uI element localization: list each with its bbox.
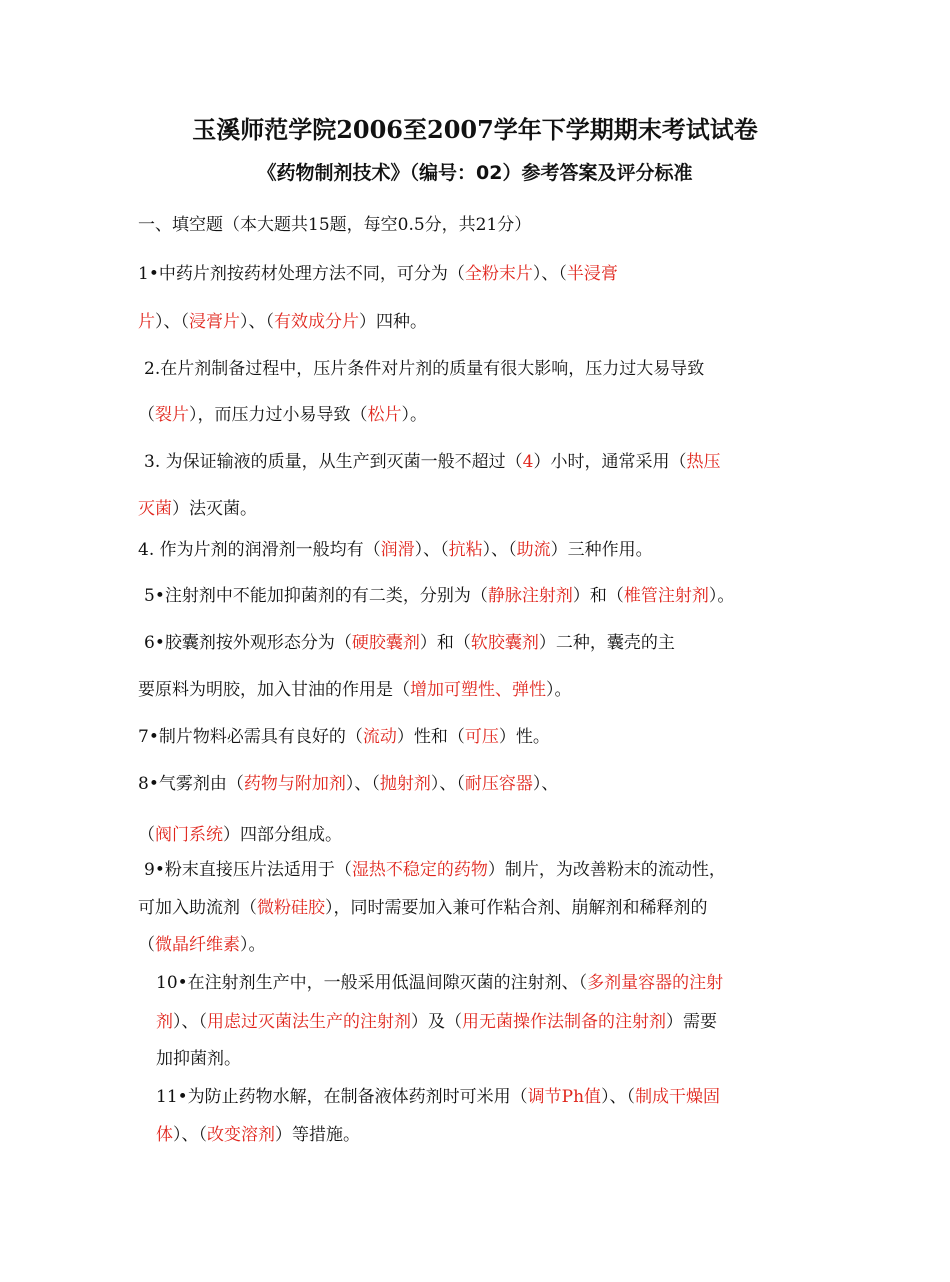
answer-line [144, 631, 675, 655]
question-text: ）。 [546, 680, 572, 700]
answer-text: 体 [156, 1125, 173, 1145]
question-text: 7•制片物料必需具有良好的（ [138, 727, 363, 747]
answer-line [138, 497, 257, 521]
question-text: 10•在注射剂生产中，一般采用低温间隙灭菌的注射剂、（ [156, 973, 588, 993]
answer-text: 软胶囊剂 [470, 633, 539, 653]
answer-text: 微粉硅胶 [257, 898, 325, 918]
question-text: ）等措施。 [275, 1125, 360, 1145]
answer-line [138, 896, 708, 920]
answer-text: 椎管注射剂 [623, 586, 709, 606]
answer-line [156, 1010, 717, 1034]
answer-text: 松片 [367, 405, 402, 425]
question-text: （ [138, 935, 155, 955]
question-text: ）、（ [482, 540, 517, 560]
question-text: 加抑菌剂。 [156, 1049, 241, 1069]
answer-line [144, 357, 704, 381]
answer-text: 可压 [464, 727, 499, 747]
question-text: ）需要 [666, 1012, 717, 1032]
question-text: 4. 作为片剂的润滑剂一般均有（ [138, 540, 381, 560]
answer-text: 硬胶囊剂 [351, 633, 420, 653]
question-text: ），而压力过小易导致（ [189, 405, 368, 425]
question-text: ）、（ [173, 1012, 207, 1032]
answer-text: 片 [138, 312, 155, 332]
answer-text: 剂 [156, 1012, 173, 1032]
question-text: ）、（ [430, 774, 465, 794]
question-text: ）和（ [419, 633, 471, 653]
answer-text: 流动 [362, 727, 397, 747]
answer-key-subtitle: 《药物制剂技术》（编号：02）参考答案及评分标准 [257, 162, 693, 184]
answer-line [138, 678, 572, 702]
answer-text: 湿热不稳定的药物 [351, 860, 488, 880]
answer-text: 增加可塑性、弹性 [410, 680, 546, 700]
question-text: ）四种。 [359, 312, 427, 332]
question-text: 1•中药片剂按药材处理方法不同，可分为（ [138, 264, 465, 284]
answer-text: 多剂量容器的注射 [587, 973, 724, 993]
question-text: ）制片，为改善粉末的流动性， [487, 860, 726, 880]
answer-line [138, 725, 550, 749]
question-text: ）、（ [532, 264, 567, 284]
question-text: ）四部分组成。 [223, 825, 342, 845]
answer-text: 半浸膏 [566, 264, 618, 284]
question-text: 要原料为明胶，加入甘油的作用是（ [138, 680, 410, 700]
question-text: ），同时需要加入兼可作粘合剂、崩解剂和稀释剂的 [325, 898, 708, 918]
question-text: ）性。 [498, 727, 550, 747]
answer-text: 助流 [516, 540, 551, 560]
question-text: （ [138, 405, 155, 425]
answer-line [144, 450, 720, 474]
question-text: 8•气雾剂由（ [138, 774, 244, 794]
question-text: 可加入助流剂（ [138, 898, 257, 918]
section-heading: 一、填空题（本大题共15题，每空0.5分，共21分） [138, 215, 532, 235]
answer-line [138, 933, 266, 957]
answer-text: 有效成分片 [274, 312, 359, 332]
answer-line [156, 1123, 360, 1147]
question-text: 3. 为保证输液的质量，从生产到灭菌一般不超过（ [144, 452, 523, 472]
answer-line [138, 538, 653, 562]
question-text: ）、 [532, 774, 559, 794]
answer-text: 灭菌 [138, 499, 172, 519]
question-text: （ [138, 825, 155, 845]
question-text: ）二种，囊壳的主 [538, 633, 675, 653]
question-text: ）和（ [572, 586, 624, 606]
answer-line [138, 262, 618, 286]
question-text: ）、（ [345, 774, 380, 794]
answer-text: 热压 [686, 452, 721, 472]
question-text: ）法灭菌。 [172, 499, 257, 519]
answer-text: 用虑过灭菌法生产的注射剂 [207, 1012, 411, 1032]
question-text: ）。 [708, 586, 735, 606]
answer-text: 耐压容器 [464, 774, 533, 794]
question-text: ）及（ [411, 1012, 462, 1032]
answer-line [138, 772, 558, 796]
answer-text: 药物与附加剂 [243, 774, 346, 794]
answer-line [144, 858, 726, 882]
question-text: ）小时，通常采用（ [533, 452, 687, 472]
answer-text: 用无菌操作法制备的注射剂 [462, 1012, 666, 1032]
answer-text: 浸膏片 [189, 312, 240, 332]
question-text: ）、（ [414, 540, 449, 560]
question-text: ）、（ [601, 1087, 636, 1107]
answer-text: 静脉注射剂 [487, 586, 573, 606]
question-text: ）、（ [173, 1125, 207, 1145]
answer-line [156, 1085, 720, 1109]
question-text: ）、（ [240, 312, 274, 332]
question-text: 6•胶囊剂按外观形态分为（ [144, 633, 352, 653]
answer-text: 裂片 [155, 405, 189, 425]
answer-line [138, 403, 427, 427]
answer-line [156, 1047, 241, 1071]
answer-text: 全粉末片 [464, 264, 533, 284]
answer-text: 微晶纤维素 [155, 935, 240, 955]
answer-text: 抗粘 [448, 540, 483, 560]
question-text: ）。 [401, 405, 427, 425]
answer-text: 阀门系统 [155, 825, 223, 845]
answer-text: 抛射剂 [379, 774, 431, 794]
answer-text: 润滑 [380, 540, 415, 560]
question-text: 5•注射剂中不能加抑菌剂的有二类，分别为（ [144, 586, 488, 606]
question-text: 11•为防止药物水解，在制备液体药剂时可米用（ [156, 1087, 528, 1107]
answer-line [144, 584, 734, 608]
question-text: ）三种作用。 [550, 540, 653, 560]
question-text: 2.在片剂制备过程中，压片条件对片剂的质量有很大影响，压力过大易导致 [144, 359, 705, 379]
question-text: 9•粉末直接压片法适用于（ [144, 860, 352, 880]
answer-text: 调节Ph值 [527, 1087, 602, 1107]
answer-text: 4 [522, 452, 534, 472]
answer-text: 制成干燥固 [635, 1087, 721, 1107]
answer-line [156, 971, 723, 995]
answer-text: 改变溶剂 [207, 1125, 275, 1145]
question-text: ）。 [240, 935, 266, 955]
answer-line [138, 823, 342, 847]
answer-line [138, 310, 427, 334]
question-text: ）性和（ [396, 727, 465, 747]
question-text: ）、（ [155, 312, 189, 332]
exam-title: 玉溪师范学院2006至2007学年下学期期末考试试卷 [192, 115, 758, 144]
